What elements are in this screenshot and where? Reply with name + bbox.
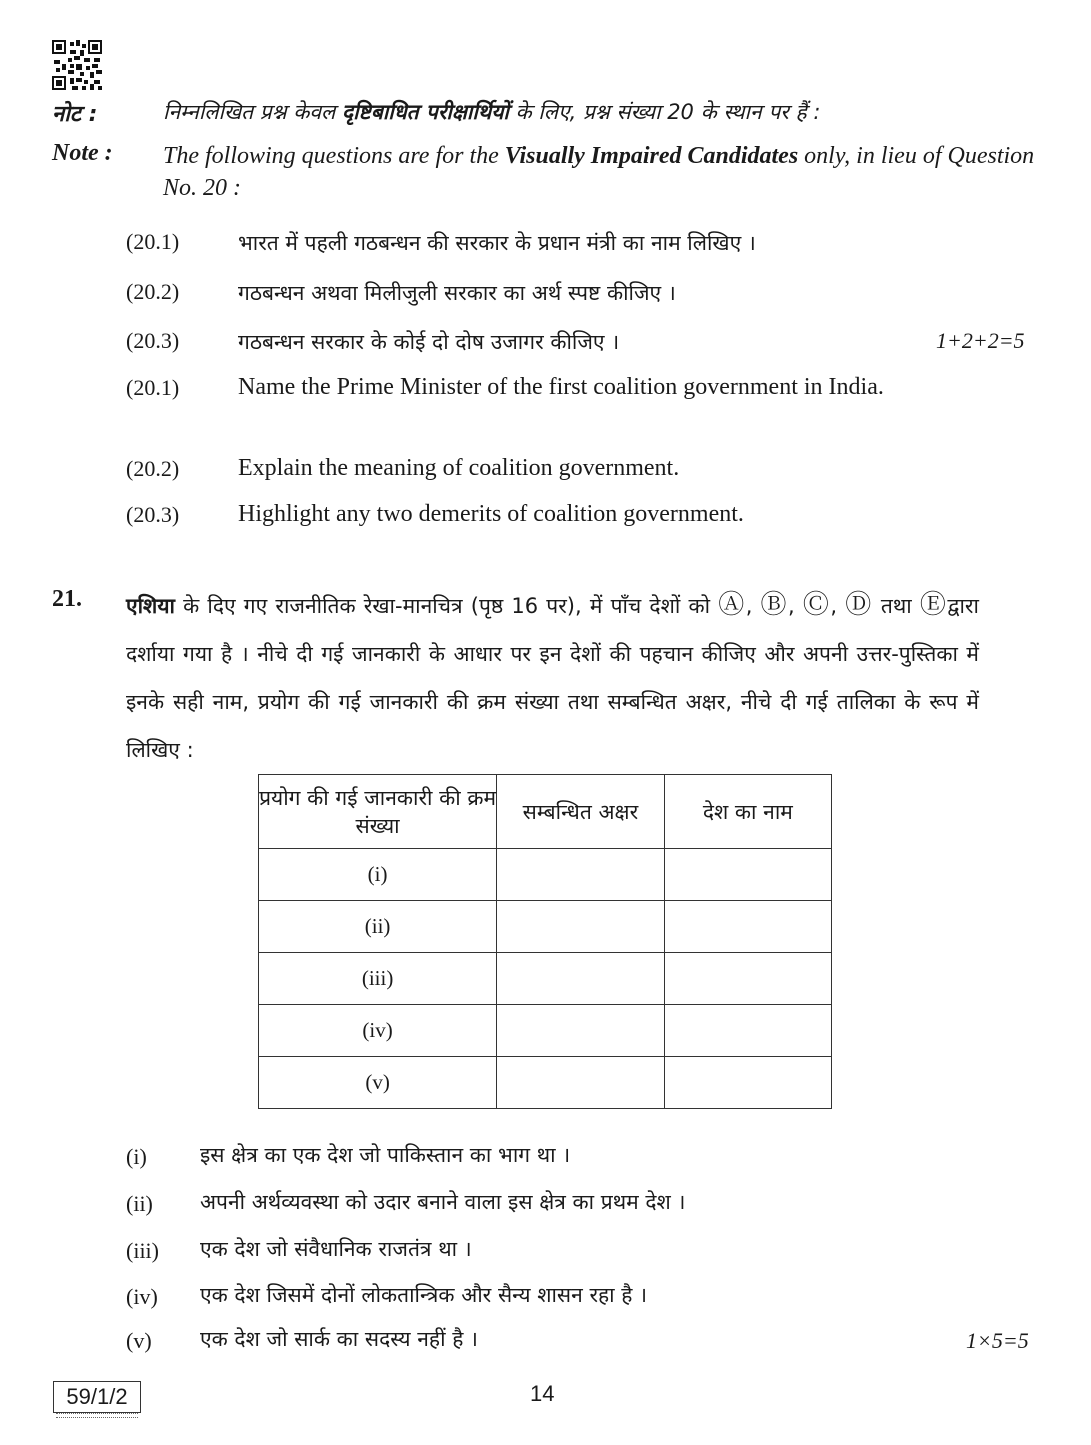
table-cell-letter: [497, 953, 665, 1005]
q20-3-en-text: Highlight any two demerits of coalition government.: [238, 501, 744, 527]
q20-marks: 1+2+2=5: [936, 328, 1025, 353]
letter-e-icon: Ⓔ: [919, 590, 948, 620]
clue-3-text: एक देश जो संवैधानिक राजतंत्र था ।: [200, 1237, 472, 1261]
clue-2-number: (ii): [126, 1191, 153, 1216]
note-text-hindi: निम्नलिखित प्रश्न केवल दृष्टिबाधित परीक्षार्थियों के लिए, प्रश्न संख्या 20 के स्थान पर हैं :: [163, 100, 821, 124]
paper-code: 59/1/2: [53, 1381, 141, 1413]
table-cell-country: [664, 1057, 831, 1109]
table-row: [259, 849, 832, 901]
q20-2-hi-text: गठबन्धन अथवा मिलीजुली सरकार का अर्थ स्पष्ट कीजिए ।: [238, 281, 676, 305]
q20-1-hi-text: भारत में पहली गठबन्धन की सरकार के प्रधान मंत्री का नाम लिखिए ।: [238, 231, 756, 255]
table-cell-serial: (v): [259, 1057, 497, 1109]
clue-5-number: (v): [126, 1328, 152, 1353]
table-row: [259, 901, 832, 953]
q20-3-hi-number: (20.3): [126, 328, 180, 353]
clue-5-text: एक देश जो सार्क का सदस्य नहीं है ।: [200, 1327, 478, 1351]
letter-d-icon: Ⓓ: [845, 590, 873, 620]
note-label-english: Note :: [52, 140, 113, 166]
letter-b-icon: Ⓑ: [760, 590, 789, 620]
q20-3-en-number: (20.3): [126, 502, 180, 527]
table-cell-country: [664, 849, 831, 901]
table-header-country: देश का नाम: [664, 775, 831, 849]
letter-a-icon: Ⓐ: [718, 590, 746, 620]
table-header-serial: प्रयोग की गई जानकारी की क्रम संख्या: [259, 775, 497, 849]
table-row: [259, 953, 832, 1005]
q20-2-en-number: (20.2): [126, 456, 180, 481]
table-row: [259, 1057, 832, 1109]
q20-1-en-text: Name the Prime Minister of the first coalition government in India.: [238, 374, 884, 400]
clue-4-text: एक देश जिसमें दोनों लोकतान्त्रिक और सैन्य शासन रहा है ।: [200, 1283, 648, 1307]
q20-1-hi-number: (20.1): [126, 229, 180, 254]
q21-number: 21.: [52, 586, 82, 612]
q20-1-en-number: (20.1): [126, 375, 180, 400]
table-cell-letter: [497, 1057, 665, 1109]
table-row: [259, 1005, 832, 1057]
qr-code-icon: [52, 40, 102, 90]
table-header-letter: सम्बन्धित अक्षर: [497, 775, 665, 849]
note-label-hindi: नोट :: [52, 102, 98, 127]
clue-3-number: (iii): [126, 1238, 159, 1263]
table-cell-serial: (iv): [259, 1005, 497, 1057]
q20-2-en-text: Explain the meaning of coalition government.: [238, 455, 680, 481]
table-cell-letter: [497, 1005, 665, 1057]
table-cell-serial: (i): [259, 849, 497, 901]
page-number: 14: [530, 1381, 555, 1406]
note-text-english: The following questions are for the Visually Impaired Candidates only, in lieu of Question No. 20 :: [163, 143, 1035, 201]
clue-2-text: अपनी अर्थव्यवस्था को उदार बनाने वाला इस क्षेत्र का प्रथम देश ।: [200, 1190, 686, 1214]
q21-marks: 1×5=5: [966, 1328, 1029, 1353]
clue-1-number: (i): [126, 1144, 147, 1169]
table-cell-letter: [497, 849, 665, 901]
table-cell-country: [664, 901, 831, 953]
clue-4-number: (iv): [126, 1284, 158, 1309]
q21-text: एशिया के दिए गए राजनीतिक रेखा-मानचित्र (पृष्ठ 16 पर), में पाँच देशों को Ⓐ, Ⓑ, Ⓒ, Ⓓ तथा Ⓔद्वारा दर्शाया गया है । नीचे दी गई जानकारी के आधार पर इन देशों की पहचान कीजिए और अपनी उत्तर-पुस्तिका में इनके सही नाम, प्रयोग की गई जानकारी की क्रम संख्या तथा सम्बन्धित अक्षर, नीचे दी गई तालिका के रूप में लिखिए :: [126, 590, 979, 762]
table-cell-serial: (iii): [259, 953, 497, 1005]
table-cell-country: [664, 1005, 831, 1057]
table-cell-serial: (ii): [259, 901, 497, 953]
table-cell-letter: [497, 901, 665, 953]
q20-2-hi-number: (20.2): [126, 279, 180, 304]
q20-3-hi-text: गठबन्धन सरकार के कोई दो दोष उजागर कीजिए ।: [238, 330, 620, 354]
letter-c-icon: Ⓒ: [802, 590, 831, 620]
answer-table: [258, 774, 832, 1109]
clue-1-text: इस क्षेत्र का एक देश जो पाकिस्तान का भाग था ।: [200, 1143, 571, 1167]
table-cell-country: [664, 953, 831, 1005]
